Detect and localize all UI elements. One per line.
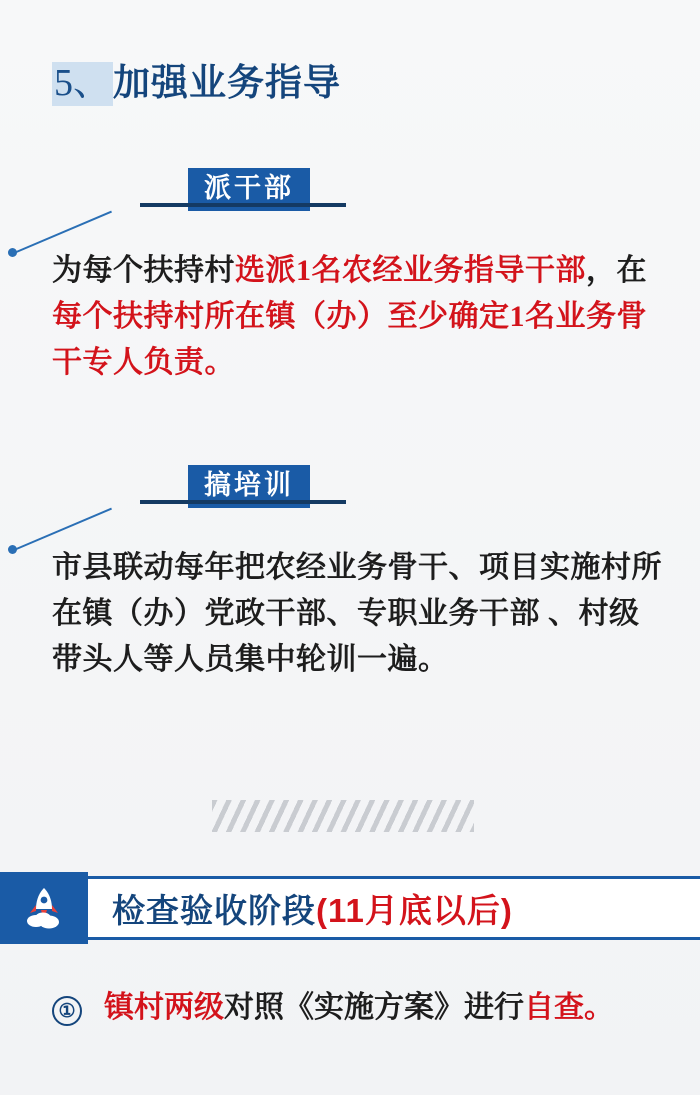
list-item (104, 985, 664, 1031)
banner-badge (0, 872, 88, 944)
para2-line2: 实施村所在镇（办）党政干部、专职 (52, 551, 662, 630)
section-number: 5、 (54, 62, 112, 104)
para1-seg5: 每个扶持村所在镇（办）至 (52, 300, 418, 333)
item1-seg1: 镇村两级 (104, 991, 224, 1024)
paragraph-gao-peixun (52, 545, 662, 683)
paragraph-pai-ganbu (52, 248, 652, 386)
para1-seg4: ，在 (586, 254, 647, 287)
item1-seg2: 对照《实施方案》进行 (224, 991, 524, 1024)
para2-line4: 轮训一遍。 (296, 643, 449, 676)
banner-title-red: (11月底以后) (316, 891, 513, 929)
tag-baseline-1 (188, 203, 346, 207)
para1-seg1: 为每个扶持村 (52, 254, 235, 287)
item1-seg3: 自查。 (524, 991, 614, 1024)
page-title (52, 52, 341, 106)
tag-underline-2 (140, 500, 188, 504)
para2-line3: 业务干部 、村级带头人等人员集中 (52, 597, 640, 676)
section-title-text: 加强业务指导 (113, 62, 342, 103)
para1-seg2: 选派1名农经业务指导 (235, 254, 525, 287)
tag-gao-peixun: 搞培训 (188, 465, 310, 508)
banner-title (112, 885, 513, 932)
tag-pai-ganbu: 派干部 (188, 168, 310, 211)
banner-title-blue: 检查验收阶段 (112, 891, 316, 929)
stage-banner (0, 872, 700, 944)
tag-baseline-2 (188, 500, 346, 504)
para1-seg6: 少确定1名业务骨干专人负责。 (52, 300, 647, 379)
list-item-number: ① (52, 996, 82, 1026)
hatched-divider (212, 800, 474, 832)
rocket-icon (18, 882, 70, 934)
tag-underline-1 (140, 203, 188, 207)
para2-line1: 市县联动每年把农经业务骨干、项目 (52, 551, 540, 584)
banner-bar (88, 876, 700, 940)
para1-seg3: 干部 (525, 254, 586, 287)
